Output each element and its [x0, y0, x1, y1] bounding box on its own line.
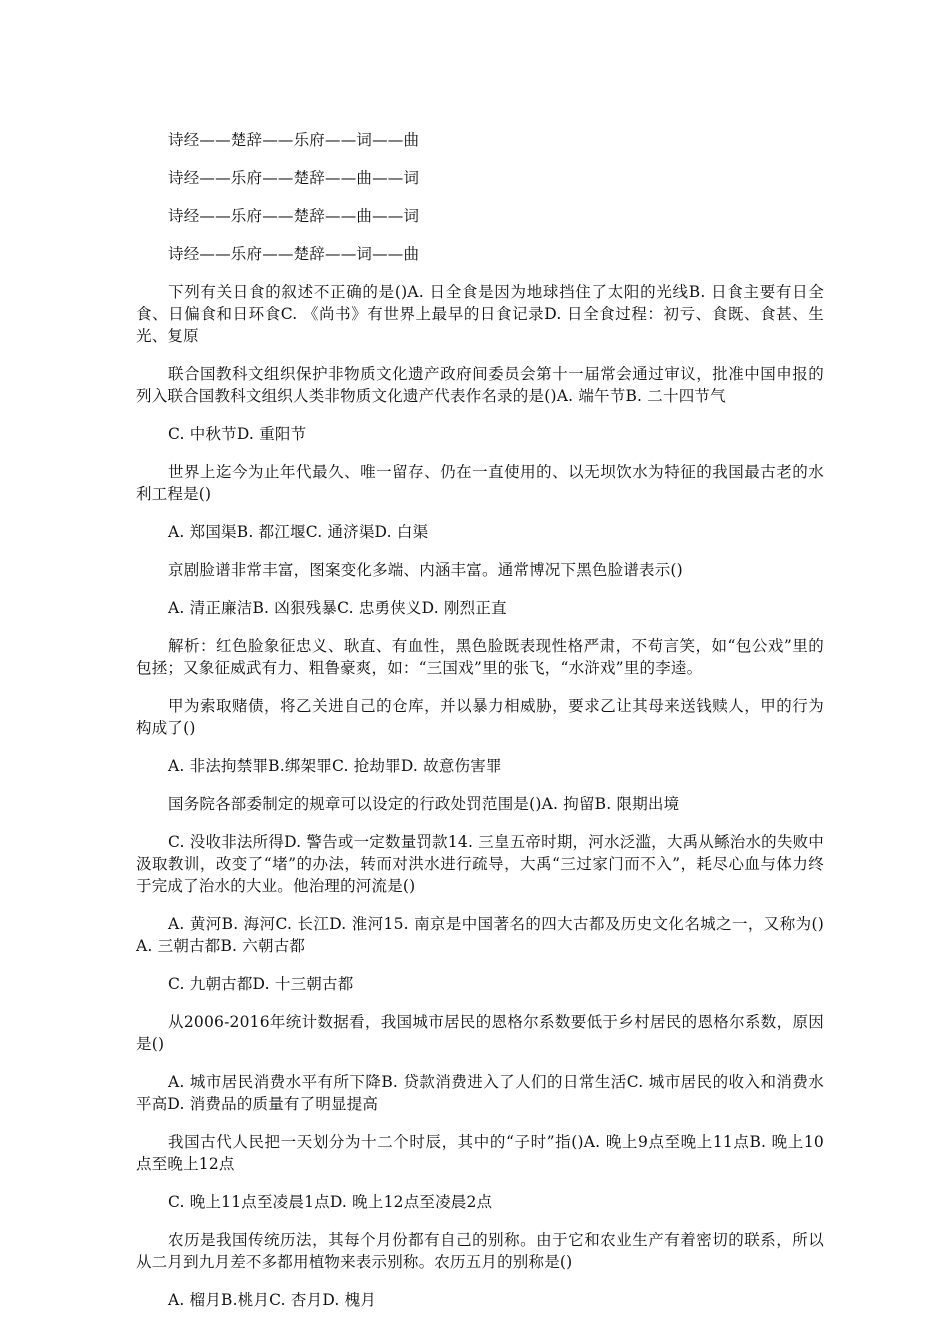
paragraph: C. 中秋节D. 重阳节 [168, 425, 307, 443]
paragraph: A. 清正廉洁B. 凶狠残暴C. 忠勇侠义D. 刚烈正直 [168, 599, 507, 617]
paragraph: C. 九朝古都D. 十三朝古都 [168, 975, 354, 993]
paragraph: C. 晚上11点至凌晨1点D. 晚上12点至凌晨2点 [168, 1193, 493, 1211]
paragraph: A. 榴月B.桃月C. 杏月D. 槐月 [168, 1291, 377, 1309]
paragraph: 世界上迄今为止年代最久、唯一留存、仍在一直使用的、以无坝饮水为特征的我国最古老的水利工程是() [136, 463, 824, 503]
document-body [136, 129, 824, 1327]
paragraph: 甲为索取赌债，将乙关进自己的仓库，并以暴力相威胁，要求乙让其母来送钱赎人，甲的行为构成了() [136, 697, 824, 737]
paragraph: 联合国教科文组织保护非物质文化遗产政府间委员会第十一届常会通过审议，批准中国申报的列入联合国教科文组织人类非物质文化遗产代表作名录的是()A. 端午节B. 二十四节气 [136, 365, 824, 405]
paragraph: 从2006-2016年统计数据看，我国城市居民的恩格尔系数要低于乡村居民的恩格尔系数，原因是() [136, 1013, 824, 1053]
paragraph: 下列有关日食的叙述不正确的是()A. 日全食是因为地球挡住了太阳的光线B. 日食主要有日全食、日偏食和日环食C. 《尚书》有世界上最早的日食记录D. 日全食过程：初亏、食既、食甚、生光、复原 [136, 283, 824, 345]
paragraph: A. 城市居民消费水平有所下降B. 贷款消费进入了人们的日常生活C. 城市居民的收入和消费水平高D. 消费品的质量有了明显提高 [136, 1073, 824, 1113]
paragraph: A. 非法拘禁罪B.绑架罪C. 抢劫罪D. 故意伤害罪 [168, 757, 502, 775]
paragraph: 农历是我国传统历法，其每个月份都有自己的别称。由于它和农业生产有着密切的联系，所以从二月到九月差不多都用植物来表示别称。农历五月的别称是() [136, 1231, 824, 1271]
paragraph: 京剧脸谱非常丰富，图案变化多端、内涵丰富。通常博况下黑色脸谱表示() [168, 561, 683, 579]
paragraph: 诗经——乐府——楚辞——曲——词 [168, 207, 420, 225]
paragraph: 我国古代人民把一天划分为十二个时辰，其中的“子时”指()A. 晚上9点至晚上11点B. 晚上10点至晚上12点 [136, 1133, 824, 1173]
paragraph: C. 没收非法所得D. 警告或一定数量罚款14. 三皇五帝时期，河水泛滥，大禹从鲧治水的失败中汲取教训，改变了“堵”的办法，转而对洪水进行疏导，大禹“三过家门而不入”，耗尽心血与体力终于完成了治水的大业。他治理的河流是() [136, 833, 824, 895]
paragraph: 国务院各部委制定的规章可以设定的行政处罚范围是()A. 拘留B. 限期出境 [168, 795, 680, 813]
paragraph: 诗经——乐府——楚辞——曲——词 [168, 169, 420, 187]
paragraph: A. 黄河B. 海河C. 长江D. 淮河15. 南京是中国著名的四大古都及历史文化名城之一，又称为()A. 三朝古都B. 六朝古都 [136, 915, 824, 955]
paragraph: 诗经——乐府——楚辞——词——曲 [168, 245, 420, 263]
paragraph: A. 郑国渠B. 都江堰C. 通济渠D. 白渠 [168, 523, 429, 541]
paragraph: 解析：红色脸象征忠义、耿直、有血性，黑色脸既表现性格严肃，不苟言笑，如“包公戏”里的包拯；又象征威武有力、粗鲁豪爽，如：“三国戏”里的张飞，“水浒戏”里的李逵。 [136, 637, 824, 677]
paragraph: 诗经——楚辞——乐府——词——曲 [168, 131, 420, 149]
